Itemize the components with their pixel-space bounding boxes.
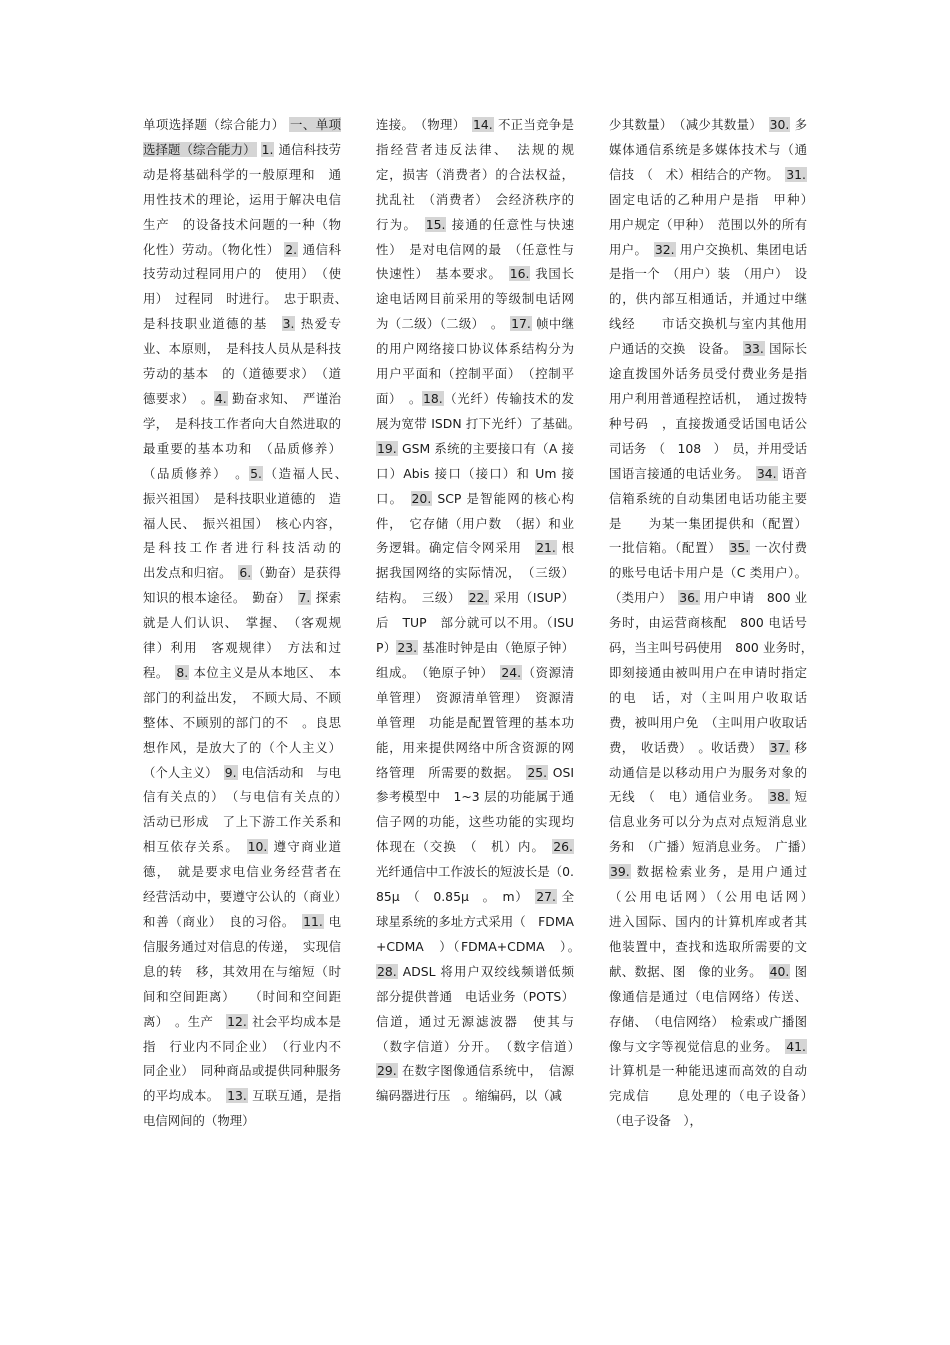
text-segment: 国际长途直拨国外话务员受付费业务是指 用户利用普通程控话机， 通过拨特种号码 ，直接拨通受话国电话公司话务 （ 108 ） 员，并用受话国语言接通的电话业务。 [609, 341, 832, 481]
question-number: 31. [786, 166, 806, 182]
text-segment: 光纤通信中工作波长的短波长是（0.85μ （ 0.85μ 。 m） [376, 864, 574, 905]
text-segment: 勤奋求知、 严谨治学， 是科技工作者向大自然进取的最重要的基本功和 （品质修养）（品质修养） 。 [143, 390, 341, 481]
question-number: 12. [227, 1013, 247, 1029]
question-number: 3. [282, 316, 295, 332]
text-segment: 连接。 （物理） [376, 117, 472, 132]
question-number: 33. [744, 341, 764, 357]
question-number: 4. [214, 390, 227, 406]
question-number: 19. [377, 440, 397, 456]
text-segment: 通信科技劳动过程同用户的 使用） （使用） 过程同 时进行。 忠于职责、 是科技职业道德的基 [143, 241, 354, 332]
text-segment: 帧中继的用户网络接口协议体系结构分为 用户平面和（控制平面） （控制平面） 。 [376, 316, 587, 406]
text-segment: 单项选择题（综合能力） [143, 117, 289, 132]
text-segment: 互联互通，是指电信网间的（物理） [143, 1088, 341, 1129]
question-number: 36. [679, 590, 699, 606]
question-number: 41. [786, 1038, 806, 1054]
question-number: 10. [247, 839, 268, 855]
text-segment: 一次付费的账号电话卡用户是（C 类用户）。（类用户） [609, 540, 807, 606]
text-segment: 语音信箱系统的自动集团电话功能主要是 为某一集团提供和（配置）一批信箱。（配置） [609, 465, 807, 556]
question-number: 28. [377, 963, 397, 979]
text-segment: （勤奋）是获得知识的根本途径。 勤奋） [143, 565, 341, 606]
question-number: 21. [536, 540, 556, 556]
text-segment: 在数字图像通信系统中， 信源编码器进行压 。缩编码，以（减 [376, 1063, 574, 1104]
question-number: 23. [397, 640, 418, 656]
question-number: 13. [227, 1088, 247, 1104]
question-number: 2. [285, 241, 298, 257]
text-segment: （资源清单管理） 资源清单管理） 资源清单管理 功能是配置管理的基本功 能，用来提供网络中所含资源的网络管理 所需要的数据。 [376, 664, 587, 780]
question-number: 一、单项选择题（综合能力） [143, 117, 342, 157]
text-segment: 根据我国网络的实际情况， （三级）结构。 三级） [376, 540, 574, 606]
question-number: 25. [527, 764, 548, 780]
question-number: 18. [422, 390, 443, 406]
question-number: 11. [303, 914, 323, 929]
text-segment: 短信息业务可以分为点对点短消息业务和 （广播）短消息业务。 广播） [609, 789, 820, 855]
question-number: 22. [468, 590, 489, 606]
question-number: 20. [411, 490, 432, 506]
text-segment: 少其数量） （减少其数量） [609, 117, 769, 132]
text-segment: 社会平均成本是指 行业内不同企业） （行业内不同企业） 同种商品或提供同种服务的平均成本。 [143, 1013, 341, 1104]
question-number: 34. [756, 465, 777, 481]
text-segment: GSM 系统的主要接口有（A 接口）Abis 接口（接口）和 Um 接口。 [376, 440, 574, 506]
text-segment: 多媒体通信系统是多媒体技术与（通信技 （ 术）相结合的产物。 [609, 117, 807, 182]
question-number: 16. [509, 266, 530, 282]
text-segment: 通信科技劳动是将基础科学的一般原理和 通用性技术的理论，运用于解决电信生产 的设备技术问题的一种（物化性）劳动。（物化性） [143, 141, 341, 257]
question-number: 26. [553, 839, 573, 855]
question-number: 39. [610, 864, 630, 880]
question-number: 9. [224, 764, 237, 780]
text-segment: 基准时钟是由（铯原子钟）组成。 （铯原子钟） [376, 640, 574, 680]
text-segment: ADSL 将用户双绞线频谱低频部分提供普通 电话业务（POTS）信道，通过无源滤波器 使其与（数字信道）分开。 （数字信道） [376, 963, 587, 1054]
text-segment: 图像通信是通过（电信网络）传送、存储、 （电信网络） 检索或广播图像与文字等视觉信息的业务。 [609, 963, 807, 1054]
text-column-right [609, 113, 832, 1134]
question-number: 7. [298, 590, 311, 606]
text-segment: OSI 参考模型中 1~3 层的功能属于通信子网的功能，这些功能的实现均体现在（交换 （ 机）内。 [376, 764, 574, 855]
question-number: 38. [769, 789, 789, 805]
text-segment: 探索就是人们认识、 掌握、 （客观规律）利用 客观规律） 方法和过程。 [143, 590, 341, 680]
text-segment: 不正当竞争是指经营者违反法律、 法规的规 定，损害（消费者）的合法权益，扰乱社 （消费者） 会经济秩序的行为。 [376, 117, 587, 232]
text-segment: 热爱专业、本原则， 是科技人员从是科技劳动的基本 的（道德要求） （道德要求） 。 [143, 316, 341, 406]
text-segment: 数据检索业务，是用户通过（公用电话网）（公用电话网） 进入国际、国内的计算机库或者其他装置中，查找和选取所需要的文献、数据、图 像的业务。 [609, 864, 832, 979]
text-segment: 接通的任意性与快速性） 是对电信网的最 （任意性与快速性） 基本要求。 [376, 216, 574, 282]
text-segment: SCP 是智能网的核心构件， 它存储（用户数 （据）和业务逻辑。确定信令网采用 [376, 490, 574, 556]
text-segment: 本位主义是从本地区、 本部门的利益出发， 不顾大局、不顾整体、不顾别的部门的不 。良思想作风，是放大了的（个人主义）（个人主义） [143, 664, 341, 780]
text-segment: 采用（ISUP）后 TUP 部分就可以不用。（ISUP） [376, 590, 574, 656]
text-segment: 用户申请 800 业务时，由运营商核配 800 电话号码，当主叫号码使用 800 业务时， 即刻接通由被叫用户在申请时指定的电 话，对（主叫用户收取话费，被叫用户免 （主叫用户收取话费， 收话费） 。收话费） [609, 590, 820, 755]
question-number: 14. [472, 117, 493, 132]
text-segment: 电信服务通过对信息的传递， 实现信息的转 移，其效用在与缩短（时间和空间距离） （时间和空间距离） 。生产 [143, 914, 341, 1029]
text-segment: 固定电话的乙种用户是指 甲种） 用户规定（甲种） 范围以外的所有用户。 [609, 191, 820, 257]
text-segment: 电信活动和 与电信有关点的） （与电信有关点的） 活动已形成 了上下游工作关系和相互依存关系。 [143, 764, 354, 855]
question-number: 15. [425, 216, 446, 232]
text-segment: 我国长途电话网目前采用的等级制电话网 为（二级）（二级） 。 [376, 266, 587, 332]
question-number: 17. [511, 316, 531, 332]
question-number: 1. [261, 141, 274, 157]
question-number: 32. [654, 241, 675, 257]
question-number: 6. [239, 565, 252, 581]
text-segment: （光纤）传输技术的发展为宽带 ISDN 打下光纤）了基础。 [376, 390, 587, 431]
question-number: 27. [536, 889, 556, 905]
question-number: 35. [729, 540, 750, 556]
text-segment: 全球星系统的多址方式采用（ FDMA+CDMA ）（FDMA+CDMA ）。 [376, 889, 587, 954]
question-number: 8. [176, 664, 189, 680]
text-segment: 移动通信是以移动用户为服务对象的 无线 （ 电）通信业务。 [609, 739, 820, 805]
question-number: 29. [377, 1063, 397, 1079]
text-segment: 用户交换机、集团电话是指一个 （用户）装 （用户） 设的，供内部互相通话，并通过中继线经 市话交换机与室内其他用户通话的交换 设备。 [609, 241, 807, 357]
text-segment: 遵守商业道德， 就是要求电信业务经营者在 经营活动中，要遵守公认的（商业）和善（商业） 良的习俗。 [143, 839, 366, 929]
question-number: 24. [501, 664, 522, 680]
text-segment: （造福人民、 振兴祖国） 是科技职业道德的 造福人民、 振兴祖国） 核心内容，是科技工作者进行科技活动的 出发点和归宿。 [143, 465, 366, 581]
text-column-middle [376, 113, 587, 1109]
text-column-left [143, 113, 366, 1134]
text-segment: 计算机是一种能迅速而高效的自动完成信 息处理的（电子设备） （电子设备 ）， [609, 1063, 820, 1129]
question-number: 40. [769, 963, 790, 979]
question-number: 37. [769, 739, 790, 755]
question-number: 5. [250, 465, 262, 481]
question-number: 30. [769, 117, 790, 132]
